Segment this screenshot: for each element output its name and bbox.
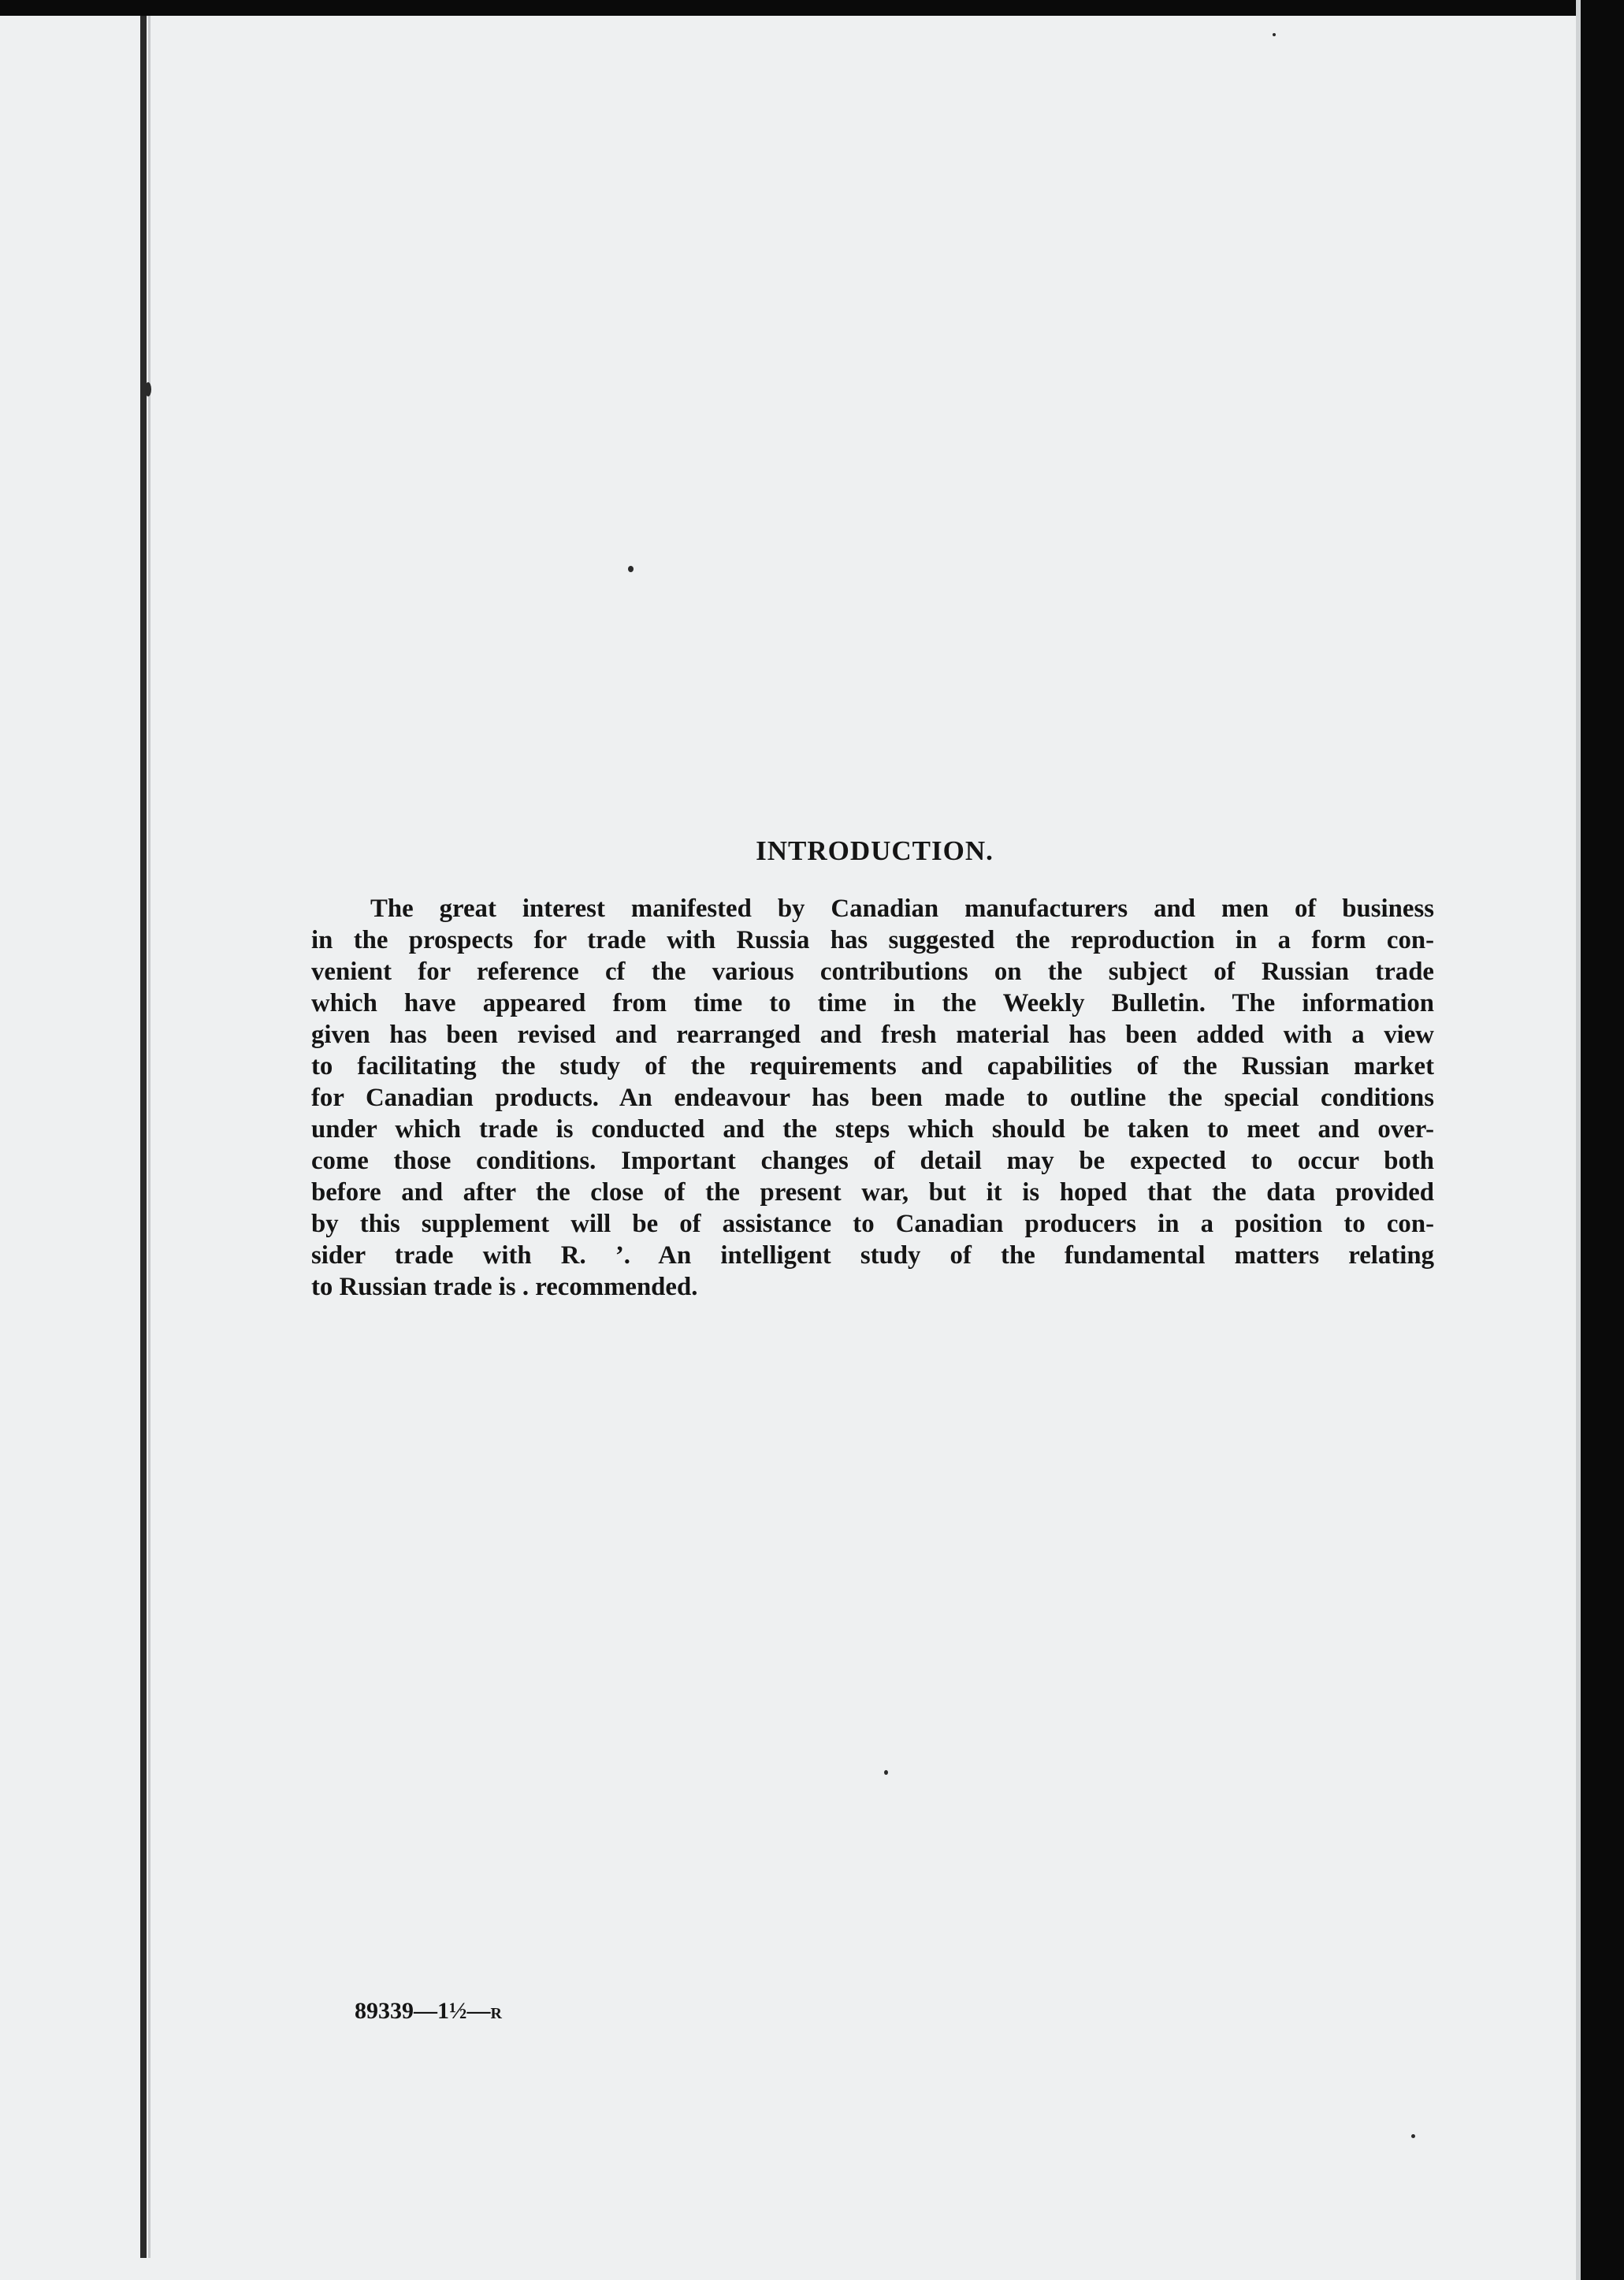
paragraph-line: given has been revised and rearranged and fresh material has been added with a view [311,1021,1434,1049]
introduction-paragraph [311,893,1434,1303]
paragraph-line: come those conditions. Important changes of detail may be expected to occur both [311,1147,1434,1175]
printer-code-suffix: R [490,2005,502,2022]
paragraph-line: venient for reference cf the various contributions on the subject of Russian trade [311,958,1434,986]
dust-speck [884,1770,888,1775]
printer-code-number: 89339—1½— [355,1998,491,2024]
binding-gutter-line [140,16,147,2258]
paragraph-line: before and after the close of the present war, but it is hoped that the data provided [311,1178,1434,1207]
paragraph-line: under which trade is conducted and the steps which should be taken to meet and over- [311,1115,1434,1144]
binding-gutter-shadow [148,16,151,2258]
paragraph-line: sider trade with R. ’. An intelligent study of the fundamental matters relating [311,1241,1434,1270]
dust-speck [1411,2134,1415,2138]
printer-code [355,1998,502,2025]
paragraph-line: to facilitating the study of the requirements and capabilities of the Russian market [311,1052,1434,1080]
paragraph-line: by this supplement will be of assistance to Canadian producers in a position to con- [311,1210,1434,1238]
paragraph-line: which have appeared from time to time in the Weekly Bulletin. The information [311,989,1434,1017]
scan-top-border [0,0,1624,16]
paragraph-line: in the prospects for trade with Russia has suggested the reproduction in a form con- [311,926,1434,954]
page-heading: INTRODUCTION. [756,835,994,866]
dust-speck [1273,33,1276,36]
paragraph-line: to Russian trade is . recommended. [311,1273,698,1301]
dust-speck [145,382,151,396]
dust-speck [628,566,634,572]
paragraph-line: The great interest manifested by Canadian manufacturers and men of business [370,895,1434,923]
scan-right-border [1581,0,1624,2280]
paragraph-line: for Canadian products. An endeavour has been made to outline the special conditions [311,1084,1434,1112]
